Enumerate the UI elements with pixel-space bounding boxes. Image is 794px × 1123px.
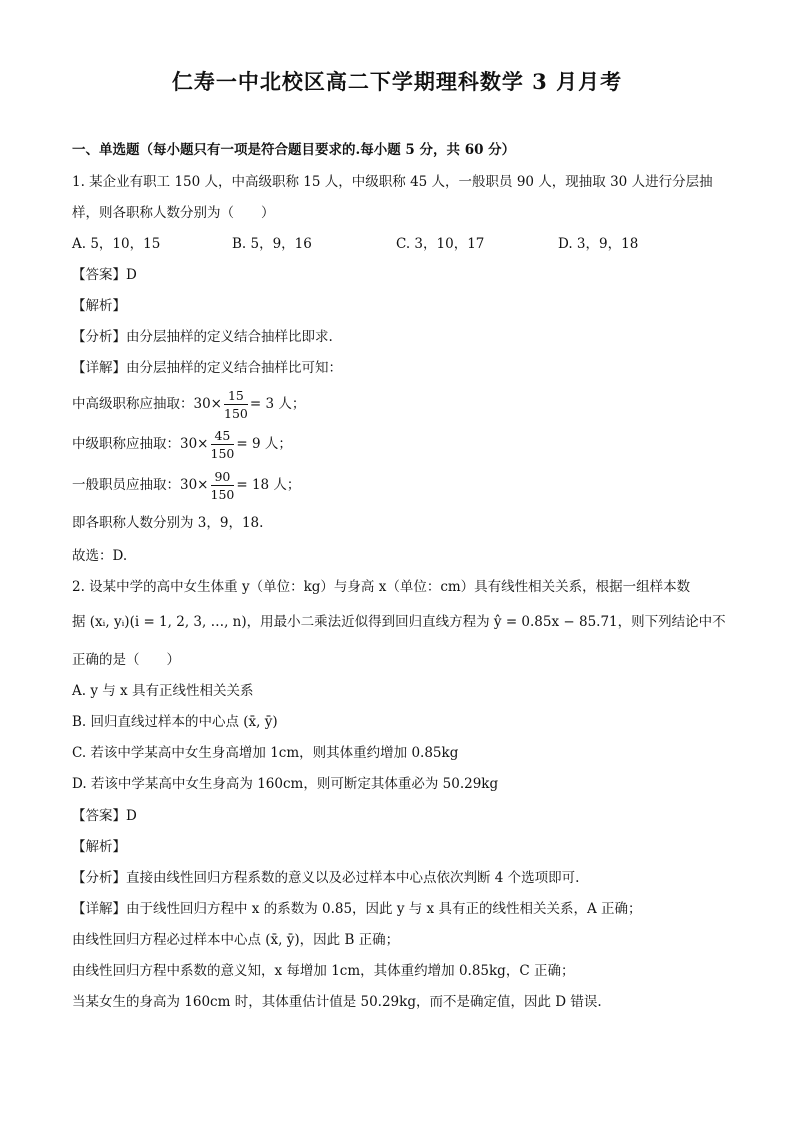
q1-fenxi: 【分析】由分层抽样的定义结合抽样比即求. — [72, 329, 333, 345]
calc-multiplier: 30× — [180, 477, 209, 493]
fraction-numerator: 45 — [211, 428, 235, 445]
q2-analysis-heading: 【解析】 — [72, 839, 126, 855]
q1-option-d: D. 3，9，18 — [558, 236, 639, 252]
q2-xiangjie-4: 当某女生的身高为 160cm 时，其体重估计值是 50.29kg，而不是确定值，因此 D 错误. — [72, 994, 602, 1010]
q1-choice: 故选：D. — [72, 548, 128, 564]
q1-option-a: A. 5，10，15 — [72, 236, 161, 252]
calc-result: = 3 人； — [249, 396, 306, 412]
fraction — [211, 469, 235, 502]
q1-calc-row3 — [72, 467, 300, 503]
q1-analysis-heading: 【解析】 — [72, 298, 126, 314]
q1-calc-row2 — [72, 426, 292, 462]
fraction — [224, 388, 248, 421]
q2-stem-line3: 正确的是（ ） — [72, 652, 180, 668]
calc-label: 中级职称应抽取： — [72, 436, 180, 452]
fraction-numerator: 15 — [224, 388, 248, 405]
calc-result: = 18 人； — [236, 477, 301, 493]
q2-option-d: D. 若该中学某高中女生身高为 160cm，则可断定其体重必为 50.29kg — [72, 776, 499, 792]
q2-stem-line2: 据 (xᵢ, yᵢ)(i = 1, 2, 3, …, n)，用最小二乘法近似得到回归直线方程为 ŷ = 0.85x − 85.71，则下列结论中不 — [72, 614, 726, 630]
q1-conclusion: 即各职称人数分别为 3，9，18. — [72, 515, 264, 531]
calc-label: 一般职员应抽取： — [72, 477, 180, 493]
q1-calc-row1 — [72, 386, 305, 422]
fraction-denominator: 150 — [210, 446, 235, 461]
page-title: 仁寿一中北校区高二下学期理科数学 3 月月考 — [171, 69, 623, 94]
q2-option-c: C. 若该中学某高中女生身高增加 1cm，则其体重约增加 0.85kg — [72, 745, 459, 761]
q1-option-b: B. 5，9，16 — [232, 236, 312, 252]
q1-stem-line2: 样，则各职称人数分别为（ ） — [72, 205, 275, 221]
q1-xiangjie: 【详解】由分层抽样的定义结合抽样比可知： — [72, 360, 342, 376]
q2-option-b: B. 回归直线过样本的中心点 (x̄, ȳ) — [72, 714, 278, 730]
q2-stem-line1: 2. 设某中学的高中女生体重 y（单位：kg）与身高 x（单位：cm）具有线性相关关系，根据一组样本数 — [72, 579, 691, 595]
calc-label: 中高级职称应抽取： — [72, 396, 194, 412]
q1-stem-line1: 1. 某企业有职工 150 人，中高级职称 15 人，中级职称 45 人，一般职员 90 人，现抽取 30 人进行分层抽 — [72, 174, 713, 190]
calc-result: = 9 人； — [236, 436, 292, 452]
fraction-numerator: 90 — [211, 469, 235, 486]
fraction — [211, 428, 235, 461]
q2-fenxi: 【分析】直接由线性回归方程系数的意义以及必过样本中心点依次判断 4 个选项即可. — [72, 870, 580, 886]
q2-xiangjie-3: 由线性回归方程中系数的意义知，x 每增加 1cm，其体重约增加 0.85kg，C 正确； — [72, 963, 575, 979]
q2-xiangjie-1: 【详解】由于线性回归方程中 x 的系数为 0.85，因此 y 与 x 具有正的线性相关关系，A 正确； — [72, 901, 642, 917]
calc-multiplier: 30× — [193, 396, 222, 412]
q1-option-c: C. 3，10，17 — [396, 236, 485, 252]
fraction-denominator: 150 — [224, 406, 248, 421]
fraction-denominator: 150 — [210, 487, 235, 502]
q2-answer: 【答案】D — [72, 808, 137, 824]
q2-xiangjie-2: 由线性回归方程必过样本中心点 (x̄, ȳ)，因此 B 正确； — [72, 932, 400, 948]
q1-answer: 【答案】D — [72, 267, 137, 283]
section-heading: 一、单选题（每小题只有一项是符合题目要求的.每小题 5 分，共 60 分） — [72, 142, 516, 158]
q2-option-a: A. y 与 x 具有正线性相关关系 — [72, 683, 254, 699]
calc-multiplier: 30× — [180, 436, 209, 452]
